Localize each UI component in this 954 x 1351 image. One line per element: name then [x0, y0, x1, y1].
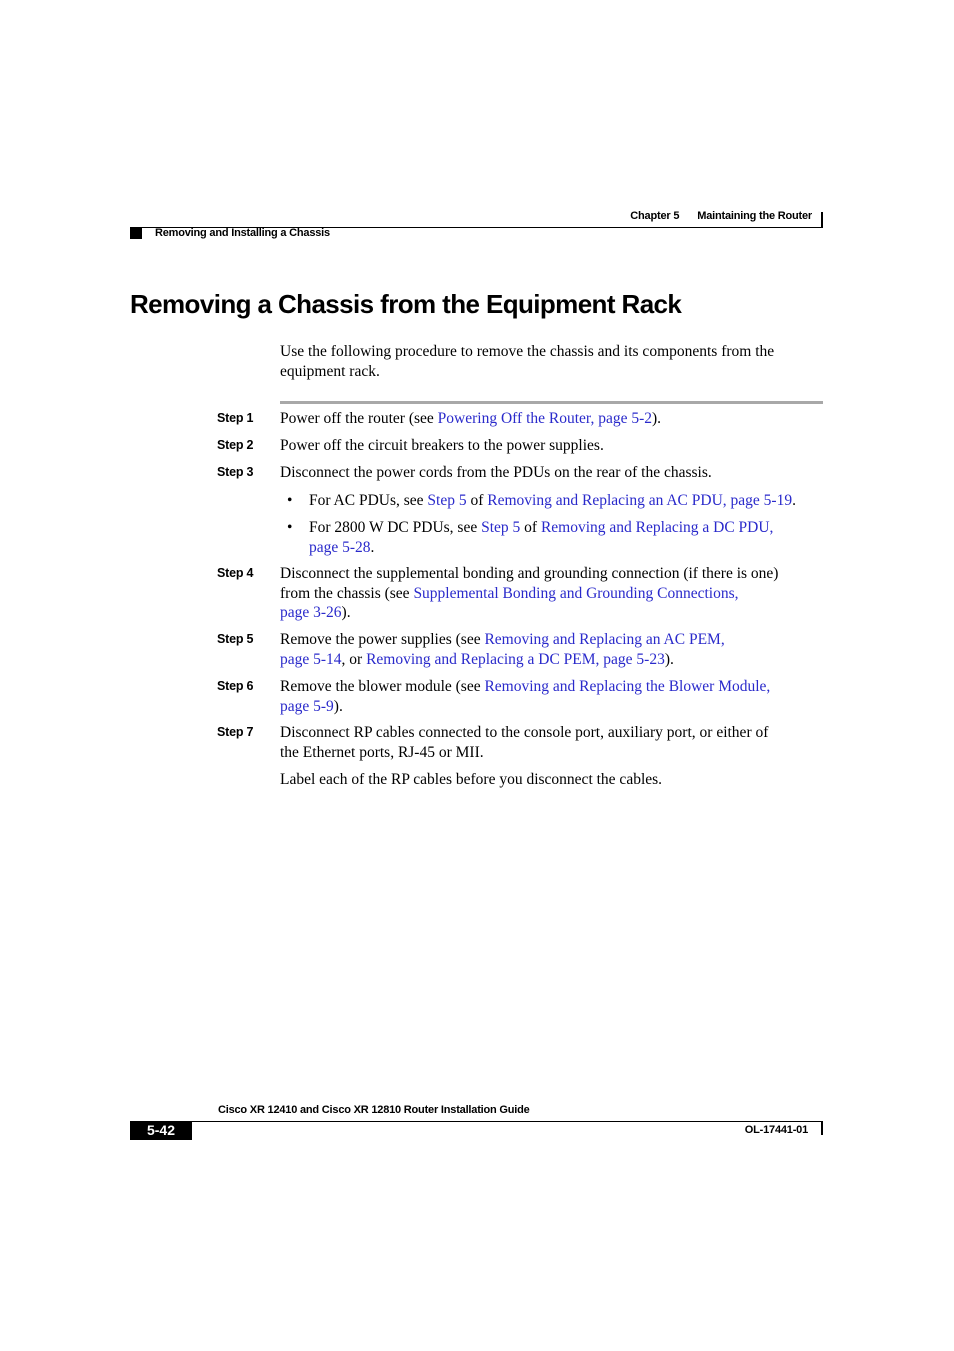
- bullet-text-fragment: of: [466, 492, 488, 509]
- bullet: •: [287, 519, 293, 536]
- header-marker: [130, 228, 142, 239]
- procedure-rule: [280, 401, 823, 404]
- step-label: Step 7: [217, 725, 254, 739]
- step-7-text: [280, 723, 825, 762]
- intro-paragraph: Use the following procedure to remove the chassis and its components from the equipment rack.: [280, 343, 775, 380]
- step-text-fragment: the Ethernet ports, RJ-45 or MII.: [280, 743, 484, 761]
- link-replacing-dc-pdu-page[interactable]: page 5-28: [309, 538, 371, 556]
- footer-doc-number: OL-17441-01: [744, 1124, 808, 1136]
- page-number: 5-42: [130, 1121, 192, 1140]
- step-4-text: [280, 564, 825, 623]
- link-supplemental-bonding-page[interactable]: page 3-26: [280, 604, 342, 621]
- chapter-number: Chapter 5: [630, 210, 680, 222]
- bullet: •: [287, 492, 293, 509]
- step-label: Step 2: [217, 438, 254, 452]
- step-6-text: [280, 677, 825, 716]
- footer-tick: [821, 1121, 823, 1135]
- bullet-text-fragment: For AC PDUs, see: [309, 492, 428, 509]
- link-step-5[interactable]: Step 5: [481, 519, 521, 536]
- step-text-fragment: ).: [652, 410, 662, 427]
- step-label: Step 1: [217, 411, 254, 425]
- link-step-5[interactable]: Step 5: [427, 492, 467, 509]
- link-replacing-ac-pem-page[interactable]: page 5-14: [280, 650, 342, 668]
- page-title: Removing a Chassis from the Equipment Rack: [130, 289, 682, 319]
- step-5-text: [280, 630, 825, 669]
- bullet-item-dc-pdu: [309, 518, 824, 557]
- footer-rule: [130, 1121, 823, 1122]
- step-text-fragment: Remove the power supplies (see: [280, 631, 485, 648]
- link-replacing-dc-pdu[interactable]: Removing and Replacing a DC PDU,: [540, 519, 774, 536]
- step-label: Step 5: [217, 632, 254, 646]
- header-tick: [821, 212, 823, 228]
- step-7-note: Label each of the RP cables before you disconnect the cables.: [280, 771, 663, 788]
- step-text-fragment: Disconnect RP cables connected to the console port, auxiliary port, or either of: [280, 724, 769, 741]
- running-header-chapter: [560, 210, 812, 222]
- step-text-fragment: , or: [341, 650, 367, 668]
- link-replacing-ac-pem[interactable]: Removing and Replacing an AC PEM,: [484, 631, 725, 648]
- bullet-text-fragment: of: [520, 519, 541, 536]
- step-text-fragment: Power off the router (see: [280, 410, 438, 427]
- chapter-title: Maintaining the Router: [697, 210, 812, 222]
- bullet-item-ac-pdu: [309, 491, 824, 511]
- step-label: Step 6: [217, 679, 254, 693]
- running-header-section: Removing and Installing a Chassis: [155, 227, 330, 239]
- step-text-fragment: Disconnect the supplemental bonding and grounding connection (if there is one): [280, 565, 779, 582]
- link-replacing-dc-pem[interactable]: Removing and Replacing a DC PEM, page 5-23: [366, 650, 665, 668]
- link-supplemental-bonding[interactable]: Supplemental Bonding and Grounding Connections,: [413, 584, 739, 602]
- bullet-text-fragment: For 2800 W DC PDUs, see: [309, 519, 482, 536]
- step-text-fragment: ).: [341, 604, 351, 621]
- step-3-text: Disconnect the power cords from the PDUs on the rear of the chassis.: [280, 464, 712, 481]
- footer-guide-title: Cisco XR 12410 and Cisco XR 12810 Router Installation Guide: [218, 1104, 530, 1116]
- link-replacing-ac-pdu[interactable]: Removing and Replacing an AC PDU, page 5-19: [487, 492, 793, 509]
- bullet-text-fragment: .: [370, 538, 375, 556]
- step-text-fragment: ).: [664, 650, 674, 668]
- link-replacing-blower-module[interactable]: Removing and Replacing the Blower Module,: [484, 678, 771, 695]
- step-label: Step 4: [217, 566, 254, 580]
- step-text-fragment: Remove the blower module (see: [280, 678, 485, 695]
- link-powering-off-router[interactable]: Powering Off the Router, page 5-2: [437, 410, 652, 427]
- link-replacing-blower-module-page[interactable]: page 5-9: [280, 697, 334, 715]
- step-2-text: Power off the circuit breakers to the power supplies.: [280, 437, 604, 454]
- step-label: Step 3: [217, 465, 254, 479]
- step-1-text: [280, 409, 825, 429]
- step-text-fragment: from the chassis (see: [280, 584, 414, 602]
- bullet-text-fragment: .: [792, 492, 796, 509]
- step-text-fragment: ).: [333, 697, 343, 715]
